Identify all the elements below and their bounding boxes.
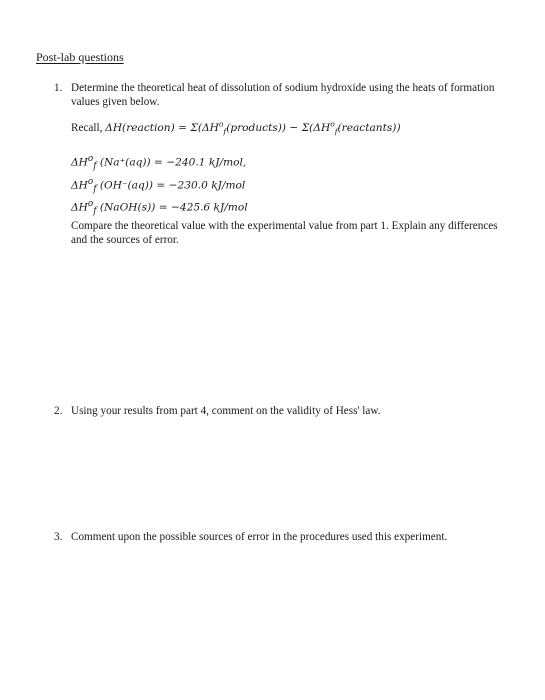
heat-na-ion: $\Delta H^o_f$ (Na⁺(aq)) = −240.1 kJ/mol, bbox=[71, 154, 247, 172]
question-number: 2. bbox=[54, 405, 63, 417]
formula-products-sum: $\Sigma(\Delta H^o_f(products))$ bbox=[190, 119, 287, 137]
question-3 bbox=[54, 530, 505, 544]
formula-minus: − bbox=[286, 122, 302, 134]
heat-of-formation-list bbox=[71, 152, 248, 220]
formula-lhs: ΔH(reaction) = bbox=[105, 122, 191, 134]
question-2 bbox=[54, 404, 505, 418]
question-number: 1. bbox=[54, 82, 63, 94]
formula-reactants-sum: $\Sigma(\Delta H^o_f(reactants))$ bbox=[301, 119, 401, 137]
question-number: 3. bbox=[54, 531, 63, 543]
heat-oh-ion: $\Delta H^o_f$ (OH⁻(aq)) = −230.0 kJ/mol bbox=[71, 176, 246, 195]
question-text: Determine the theoretical heat of dissolution of sodium hydroxide using the heats of formation values given below. bbox=[71, 82, 495, 108]
heat-naoh-solid: $\Delta H^o_f$ (NaOH(s)) = −425.6 kJ/mol bbox=[71, 199, 248, 217]
question-1 bbox=[54, 81, 505, 109]
question-text: Comment upon the possible sources of error in the procedures used this experiment. bbox=[71, 531, 448, 543]
recall-prefix: Recall, bbox=[71, 122, 106, 134]
question-text: Using your results from part 4, comment on the validity of Hess' law. bbox=[71, 405, 381, 417]
compare-instruction: Compare the theoretical value with the experimental value from part 1. Explain any differences and the sources of error. bbox=[71, 220, 498, 246]
section-heading: Post-lab questions bbox=[36, 50, 124, 64]
recall-formula bbox=[71, 119, 401, 137]
